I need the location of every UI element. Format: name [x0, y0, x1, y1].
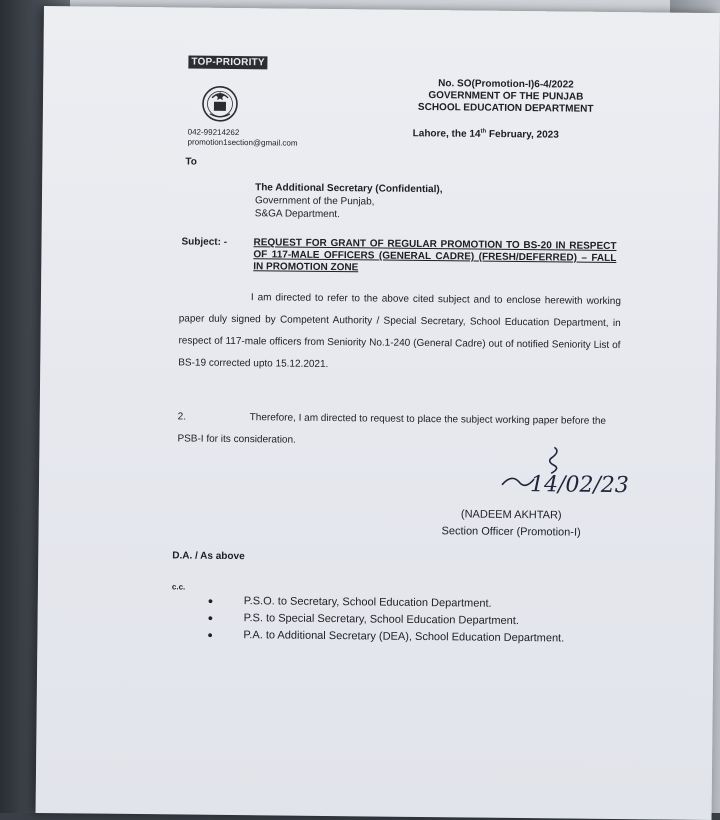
handwritten-signature [494, 441, 635, 512]
signature-date: 14/02/23 [529, 472, 629, 499]
subject-label: Subject: - [181, 236, 228, 248]
phone-number: 042-99214262 [187, 127, 240, 138]
subject-text: REQUEST FOR GRANT OF REGULAR PROMOTION TO BS-20 IN RESPECT OF 117-MALE OFFICERS (GENERAL CADRE) (FRESH/DEFERRED) – FALL IN PROMOTION ZONE [253, 237, 617, 274]
cc-list [207, 593, 564, 648]
letter-date: Lahore, the 14th February, 2023 [412, 128, 559, 141]
recipient-address [255, 181, 443, 222]
reference-block [418, 78, 594, 116]
email-address: promotion1section@gmail.com [187, 137, 298, 148]
government-name: GOVERNMENT OF THE PUNJAB [428, 90, 584, 103]
recipient-line: The Additional Secretary (Confidential), [255, 182, 443, 196]
bullet-icon: ● [207, 595, 214, 606]
paragraph-text: Therefore, I am directed to request to place the subject working paper before the PSB-I for its consideration. [177, 412, 607, 446]
bullet-icon: ● [207, 629, 213, 640]
letter-page [36, 6, 720, 820]
reference-number: No. SO(Promotion-I)6-4/2022 [438, 78, 574, 91]
punjab-emblem-icon [198, 84, 242, 124]
cc-item: ● P.S.O. to Secretary, School Education Department. [208, 593, 565, 614]
signatory-name: (NADEEM AKHTAR) [460, 508, 562, 522]
cc-label: c.c. [171, 582, 186, 592]
to-label: To [185, 156, 197, 168]
bullet-icon: ● [207, 612, 214, 623]
paragraph-number: 2. [177, 411, 187, 423]
recipient-line: S&GA Department. [254, 208, 340, 221]
enclosure-note: D.A. / As above [172, 550, 245, 563]
priority-badge: TOP-PRIORITY [188, 56, 267, 70]
contact-block [188, 128, 298, 149]
department-name: SCHOOL EDUCATION DEPARTMENT [417, 101, 594, 115]
body-paragraph-1: I am directed to refer to the above cited subject and to enclose herewith working paper duly signed by Competent Authority / Special Secretary, School Education Department, in respect of 117-male officers from Seniority No.1-240 (General Cadre) out of notified Seniority List of BS-19 corrected upto 15.12.2021. [178, 292, 621, 370]
signatory-block [441, 506, 581, 541]
signatory-designation: Section Officer (Promotion-I) [441, 525, 581, 539]
cc-item: ● P.A. to Additional Secretary (DEA), School Education Department. [207, 627, 564, 648]
cc-item: ● P.S. to Special Secretary, School Education Department. [208, 610, 565, 631]
recipient-line: Government of the Punjab, [254, 195, 375, 208]
